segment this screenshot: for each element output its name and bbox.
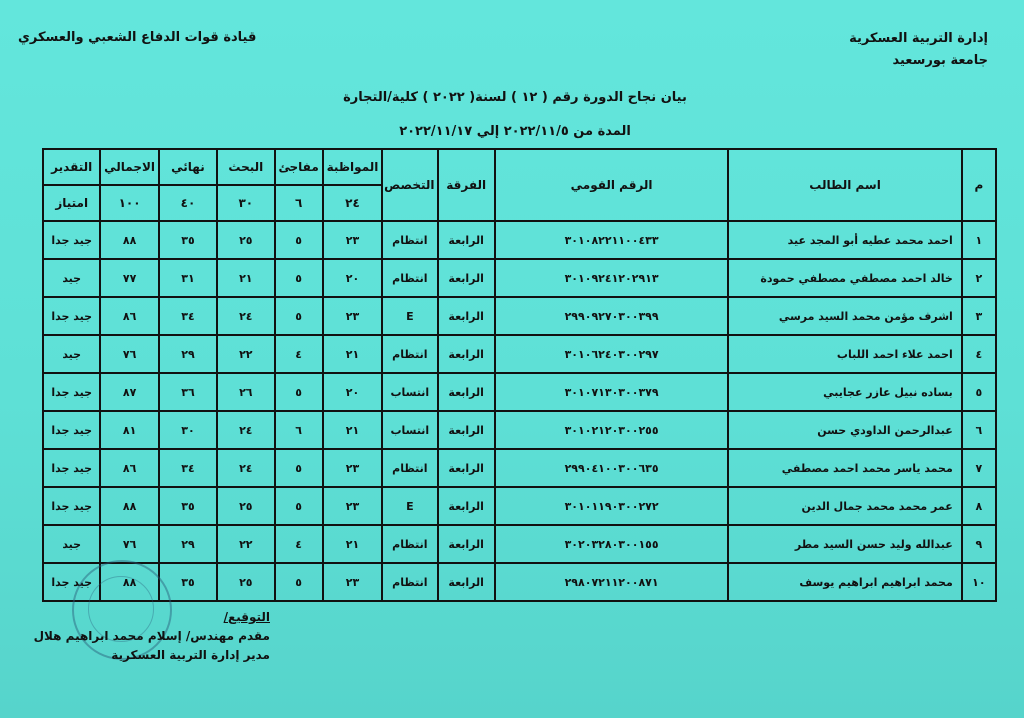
grade: جيد جدا: [43, 373, 100, 411]
final: ٣٤: [159, 297, 217, 335]
student-name: محمد ابراهيم ابراهيم يوسف: [728, 563, 961, 601]
table-row: [43, 297, 996, 335]
grade: جيد جدا: [43, 411, 100, 449]
level: الرابعة: [438, 335, 495, 373]
level: الرابعة: [438, 487, 495, 525]
col-header-grade: التقدير: [43, 149, 100, 185]
national-id: ٣٠٢٠٣٢٨٠٣٠٠١٥٥: [495, 525, 728, 563]
specialty: انتظام: [382, 563, 437, 601]
research: ٢٢: [217, 335, 274, 373]
total: ٧٧: [100, 259, 158, 297]
col-header-surprise: مفاجئ: [275, 149, 323, 185]
national-id: ٢٩٩٠٩٢٧٠٣٠٠٣٩٩: [495, 297, 728, 335]
level: الرابعة: [438, 259, 495, 297]
table-row: [43, 525, 996, 563]
research: ٢١: [217, 259, 274, 297]
total: ٧٦: [100, 335, 158, 373]
col-header-level: الفرقة: [438, 149, 495, 221]
specialty: انتساب: [382, 411, 437, 449]
attendance: ٢٣: [323, 449, 382, 487]
col-header-attendance: المواظبة: [323, 149, 382, 185]
research: ٢٤: [217, 411, 274, 449]
student-name: خالد احمد مصطفي مصطفي حمودة: [728, 259, 961, 297]
final: ٣٥: [159, 221, 217, 259]
final: ٣٤: [159, 449, 217, 487]
row-num: ١٠: [962, 563, 996, 601]
row-num: ٨: [962, 487, 996, 525]
surprise: ٥: [275, 259, 323, 297]
row-num: ٢: [962, 259, 996, 297]
table-row: [43, 259, 996, 297]
student-name: عبدالله وليد حسن السيد مطر: [728, 525, 961, 563]
national-id: ٣٠١٠١١٩٠٣٠٠٢٧٢: [495, 487, 728, 525]
national-id: ٢٩٩٠٤١٠٠٣٠٠٦٣٥: [495, 449, 728, 487]
total: ٨١: [100, 411, 158, 449]
table-header-row: [43, 149, 996, 185]
signature-label: التوقيع/: [223, 610, 270, 624]
student-name: محمد ياسر محمد احمد مصطفي: [728, 449, 961, 487]
specialty: انتظام: [382, 525, 437, 563]
table-row: [43, 373, 996, 411]
level: الرابعة: [438, 525, 495, 563]
grade: جيد: [43, 259, 100, 297]
table-row: [43, 449, 996, 487]
max-attendance: ٢٤: [323, 185, 382, 221]
col-header-final: نهائي: [159, 149, 217, 185]
col-header-national-id: الرقم القومي: [495, 149, 728, 221]
total: ٨٦: [100, 297, 158, 335]
national-id: ٣٠١٠٢١٢٠٣٠٠٢٥٥: [495, 411, 728, 449]
surprise: ٥: [275, 449, 323, 487]
national-id: ٣٠١٠٩٢٤١٢٠٢٩١٣: [495, 259, 728, 297]
research: ٢٥: [217, 563, 274, 601]
student-name: احمد علاء احمد اللباب: [728, 335, 961, 373]
grade: جيد جدا: [43, 297, 100, 335]
max-final: ٤٠: [159, 185, 217, 221]
specialty: انتظام: [382, 335, 437, 373]
level: الرابعة: [438, 563, 495, 601]
surprise: ٤: [275, 335, 323, 373]
student-name: عبدالرحمن الداودي حسن: [728, 411, 961, 449]
course-period: المدة من ٢٠٢٢/١١/٥ إلي ٢٠٢٢/١١/١٧: [399, 124, 631, 139]
attendance: ٢١: [323, 411, 382, 449]
surprise: ٤: [275, 525, 323, 563]
max-surprise: ٦: [275, 185, 323, 221]
attendance: ٢٠: [323, 373, 382, 411]
final: ٣٥: [159, 563, 217, 601]
max-total: ١٠٠: [100, 185, 158, 221]
surprise: ٥: [275, 487, 323, 525]
national-id: ٣٠١٠٧١٣٠٣٠٠٣٧٩: [495, 373, 728, 411]
signature-block: [10, 608, 270, 665]
table-row: [43, 563, 996, 601]
table-row: [43, 487, 996, 525]
final: ٣٦: [159, 373, 217, 411]
grade: جيد: [43, 335, 100, 373]
level: الرابعة: [438, 297, 495, 335]
max-grade: امتياز: [43, 185, 100, 221]
surprise: ٥: [275, 373, 323, 411]
row-num: ٧: [962, 449, 996, 487]
results-table: [42, 148, 997, 602]
max-research: ٣٠: [217, 185, 274, 221]
level: الرابعة: [438, 221, 495, 259]
research: ٢٤: [217, 449, 274, 487]
attendance: ٢٣: [323, 221, 382, 259]
research: ٢٥: [217, 487, 274, 525]
level: الرابعة: [438, 449, 495, 487]
table-row: [43, 411, 996, 449]
final: ٣١: [159, 259, 217, 297]
final: ٣٠: [159, 411, 217, 449]
col-header-specialty: التخصص: [382, 149, 437, 221]
specialty: انتظام: [382, 259, 437, 297]
row-num: ٤: [962, 335, 996, 373]
surprise: ٥: [275, 563, 323, 601]
university-name: جامعة بورسعيد: [892, 53, 988, 68]
attendance: ٢٣: [323, 563, 382, 601]
research: ٢٢: [217, 525, 274, 563]
student-name: بساده نبيل عازر عجايبي: [728, 373, 961, 411]
attendance: ٢٠: [323, 259, 382, 297]
total: ٨٨: [100, 563, 158, 601]
total: ٨٨: [100, 221, 158, 259]
national-id: ٣٠١٠٦٢٤٠٣٠٠٢٩٧: [495, 335, 728, 373]
specialty: E: [382, 487, 437, 525]
grade: جيد جدا: [43, 449, 100, 487]
attendance: ٢١: [323, 525, 382, 563]
grade: جيد جدا: [43, 563, 100, 601]
header-left: قيادة قوات الدفاع الشعبي والعسكري: [18, 30, 257, 45]
col-header-num: م: [962, 149, 996, 221]
row-num: ٩: [962, 525, 996, 563]
row-num: ٣: [962, 297, 996, 335]
specialty: E: [382, 297, 437, 335]
table-row: [43, 335, 996, 373]
total: ٨٧: [100, 373, 158, 411]
surprise: ٦: [275, 411, 323, 449]
attendance: ٢٣: [323, 297, 382, 335]
final: ٣٥: [159, 487, 217, 525]
specialty: انتظام: [382, 449, 437, 487]
col-header-name: اسم الطالب: [728, 149, 961, 221]
specialty: انتساب: [382, 373, 437, 411]
grade: جيد جدا: [43, 487, 100, 525]
signatory-name: مقدم مهندس/ إسلام محمد ابراهيم هلال: [33, 629, 270, 643]
signatory-title: مدير إدارة التربية العسكرية: [111, 648, 270, 662]
row-num: ٥: [962, 373, 996, 411]
student-name: اشرف مؤمن محمد السيد مرسي: [728, 297, 961, 335]
final: ٢٩: [159, 525, 217, 563]
level: الرابعة: [438, 411, 495, 449]
national-id: ٣٠١٠٨٢٢١١٠٠٤٣٣: [495, 221, 728, 259]
research: ٢٦: [217, 373, 274, 411]
row-num: ٦: [962, 411, 996, 449]
surprise: ٥: [275, 221, 323, 259]
grade: جيد: [43, 525, 100, 563]
research: ٢٥: [217, 221, 274, 259]
research: ٢٤: [217, 297, 274, 335]
surprise: ٥: [275, 297, 323, 335]
attendance: ٢١: [323, 335, 382, 373]
total: ٨٦: [100, 449, 158, 487]
col-header-total: الاجمالي: [100, 149, 158, 185]
department-name: إدارة التربية العسكرية: [849, 31, 988, 46]
total: ٨٨: [100, 487, 158, 525]
level: الرابعة: [438, 373, 495, 411]
student-name: عمر محمد محمد جمال الدين: [728, 487, 961, 525]
document-title: بيان نجاح الدورة رقم ( ١٢ ) لسنة( ٢٠٢٢ ) كلية/التجارة: [343, 90, 687, 105]
attendance: ٢٣: [323, 487, 382, 525]
header-right: [849, 28, 988, 72]
specialty: انتظام: [382, 221, 437, 259]
national-id: ٢٩٨٠٧٢١١٢٠٠٨٧١: [495, 563, 728, 601]
total: ٧٦: [100, 525, 158, 563]
table-row: [43, 221, 996, 259]
row-num: ١: [962, 221, 996, 259]
student-name: احمد محمد عطيه أبو المجد عيد: [728, 221, 961, 259]
final: ٢٩: [159, 335, 217, 373]
col-header-research: البحث: [217, 149, 274, 185]
grade: جيد جدا: [43, 221, 100, 259]
